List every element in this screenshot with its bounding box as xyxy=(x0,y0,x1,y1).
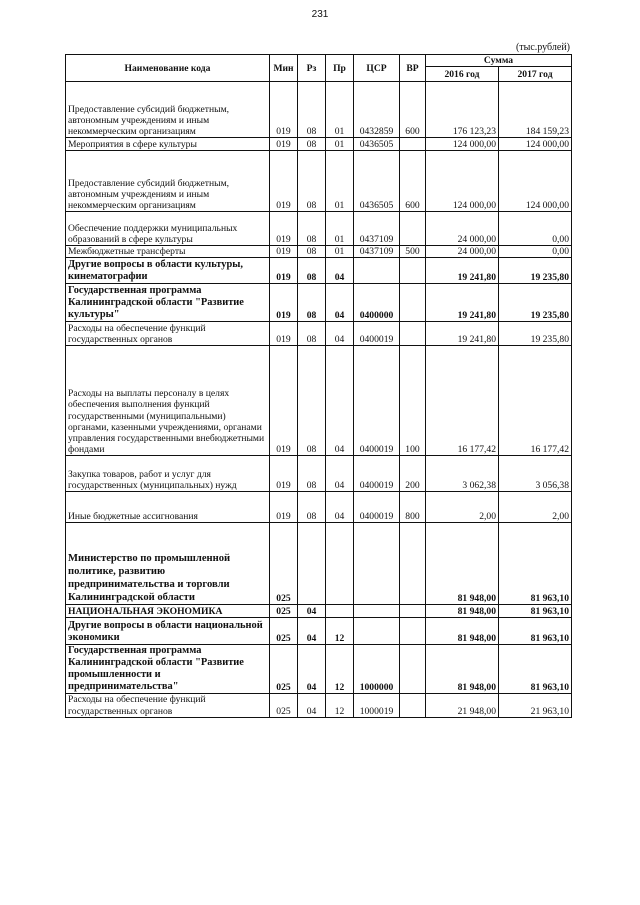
row-pr: 04 xyxy=(326,322,354,346)
row-name: Иные бюджетные ассигнования xyxy=(66,492,270,523)
row-name: Межбюджетные трансферты xyxy=(66,246,270,258)
budget-table xyxy=(65,54,572,718)
row-csr: 0436505 xyxy=(354,138,400,151)
row-name: Расходы на выплаты персоналу в целях обеспечения выполнения функций государственными (муниципальными) органами, казенными учреждениями, органами управления государственными внебюджетными фондами xyxy=(66,346,270,456)
row-name: Мероприятия в сфере культуры xyxy=(66,138,270,151)
table-row xyxy=(66,492,572,523)
row-name: Государственная программа Калининградской области "Развитие культуры" xyxy=(66,284,270,322)
row-min: 025 xyxy=(270,523,298,605)
row-pr: 12 xyxy=(326,645,354,694)
table-row xyxy=(66,523,572,605)
row-min: 019 xyxy=(270,212,298,246)
row-csr: 0432859 xyxy=(354,82,400,138)
units-label: (тыс.рублей) xyxy=(515,42,570,53)
row-min: 019 xyxy=(270,138,298,151)
row-value-2017: 81 963,10 xyxy=(499,645,572,694)
row-min: 019 xyxy=(270,456,298,492)
table-row xyxy=(66,138,572,151)
row-rz: 04 xyxy=(298,605,326,618)
row-pr: 01 xyxy=(326,212,354,246)
row-value-2017: 3 056,38 xyxy=(499,456,572,492)
row-rz: 04 xyxy=(298,694,326,717)
row-pr: 01 xyxy=(326,82,354,138)
table-header xyxy=(66,55,572,82)
page-number: 231 xyxy=(311,9,329,20)
row-name: НАЦИОНАЛЬНАЯ ЭКОНОМИКА xyxy=(66,605,270,618)
table-row xyxy=(66,456,572,492)
row-value-2016: 81 948,00 xyxy=(426,645,499,694)
row-vr xyxy=(400,322,426,346)
row-name: Предоставление субсидий бюджетным, автономным учреждениям и иным некоммерческим организациям xyxy=(66,151,270,212)
row-csr: 0436505 xyxy=(354,151,400,212)
row-vr xyxy=(400,694,426,717)
table-row xyxy=(66,645,572,694)
row-pr: 04 xyxy=(326,284,354,322)
row-value-2016: 19 241,80 xyxy=(426,284,499,322)
row-min: 025 xyxy=(270,694,298,717)
table-row xyxy=(66,694,572,717)
table-row xyxy=(66,618,572,645)
row-name: Министерство по промышленной политике, развитию предпринимательства и торговли Калининградской области xyxy=(66,523,270,605)
row-value-2017: 0,00 xyxy=(499,212,572,246)
row-min: 019 xyxy=(270,284,298,322)
header-vr: ВР xyxy=(400,55,426,82)
row-vr: 500 xyxy=(400,246,426,258)
table-row xyxy=(66,605,572,618)
row-value-2017: 21 963,10 xyxy=(499,694,572,717)
row-value-2017: 184 159,23 xyxy=(499,82,572,138)
row-value-2017: 19 235,80 xyxy=(499,284,572,322)
table-row xyxy=(66,151,572,212)
row-vr: 600 xyxy=(400,82,426,138)
row-value-2017: 124 000,00 xyxy=(499,138,572,151)
table-row xyxy=(66,258,572,284)
header-name: Наименование кода xyxy=(66,55,270,82)
header-pr: Пр xyxy=(326,55,354,82)
header-rz: Рз xyxy=(298,55,326,82)
row-name: Расходы на обеспечение функций государственных органов xyxy=(66,694,270,717)
row-rz: 08 xyxy=(298,212,326,246)
row-value-2016: 19 241,80 xyxy=(426,322,499,346)
row-value-2017: 0,00 xyxy=(499,246,572,258)
row-pr: 01 xyxy=(326,138,354,151)
row-value-2016: 3 062,38 xyxy=(426,456,499,492)
table-row xyxy=(66,284,572,322)
row-min: 019 xyxy=(270,492,298,523)
row-csr: 1000019 xyxy=(354,694,400,717)
row-pr xyxy=(326,523,354,605)
row-name: Другие вопросы в области культуры, кинематографии xyxy=(66,258,270,284)
row-name: Обеспечение поддержки муниципальных образований в сфере культуры xyxy=(66,212,270,246)
row-csr: 0437109 xyxy=(354,212,400,246)
row-csr: 0437109 xyxy=(354,246,400,258)
row-vr: 600 xyxy=(400,151,426,212)
row-vr xyxy=(400,618,426,645)
row-min: 025 xyxy=(270,645,298,694)
row-rz: 08 xyxy=(298,492,326,523)
row-name: Государственная программа Калининградской области "Развитие промышленности и предпринимательства" xyxy=(66,645,270,694)
row-value-2016: 81 948,00 xyxy=(426,618,499,645)
row-value-2016: 124 000,00 xyxy=(426,138,499,151)
row-vr xyxy=(400,138,426,151)
row-min: 019 xyxy=(270,151,298,212)
row-pr: 01 xyxy=(326,151,354,212)
row-min: 019 xyxy=(270,82,298,138)
row-min: 019 xyxy=(270,258,298,284)
row-value-2017: 19 235,80 xyxy=(499,258,572,284)
row-value-2017: 81 963,10 xyxy=(499,618,572,645)
row-value-2016: 176 123,23 xyxy=(426,82,499,138)
row-csr: 0400019 xyxy=(354,492,400,523)
row-value-2016: 19 241,80 xyxy=(426,258,499,284)
row-csr xyxy=(354,258,400,284)
row-value-2017: 81 963,10 xyxy=(499,605,572,618)
row-pr: 12 xyxy=(326,618,354,645)
row-name: Предоставление субсидий бюджетным, автономным учреждениям и иным некоммерческим организациям xyxy=(66,82,270,138)
row-rz: 08 xyxy=(298,246,326,258)
header-2016: 2016 год xyxy=(426,67,499,82)
row-name: Закупка товаров, работ и услуг для государственных (муниципальных) нужд xyxy=(66,456,270,492)
table-row xyxy=(66,82,572,138)
row-rz: 08 xyxy=(298,346,326,456)
row-vr xyxy=(400,523,426,605)
row-csr: 0400019 xyxy=(354,346,400,456)
row-vr xyxy=(400,258,426,284)
row-vr xyxy=(400,605,426,618)
row-csr: 0400019 xyxy=(354,456,400,492)
row-value-2016: 16 177,42 xyxy=(426,346,499,456)
row-value-2016: 81 948,00 xyxy=(426,523,499,605)
row-vr xyxy=(400,645,426,694)
row-rz: 08 xyxy=(298,284,326,322)
row-pr: 04 xyxy=(326,346,354,456)
row-csr xyxy=(354,605,400,618)
row-min: 025 xyxy=(270,618,298,645)
row-csr: 0400000 xyxy=(354,284,400,322)
row-value-2016: 24 000,00 xyxy=(426,246,499,258)
row-value-2016: 124 000,00 xyxy=(426,151,499,212)
row-pr: 04 xyxy=(326,258,354,284)
row-rz: 04 xyxy=(298,618,326,645)
row-value-2017: 19 235,80 xyxy=(499,322,572,346)
row-rz: 08 xyxy=(298,138,326,151)
row-value-2017: 16 177,42 xyxy=(499,346,572,456)
row-csr xyxy=(354,523,400,605)
row-rz: 08 xyxy=(298,322,326,346)
row-name: Расходы на обеспечение функций государственных органов xyxy=(66,322,270,346)
row-rz: 04 xyxy=(298,645,326,694)
header-2017: 2017 год xyxy=(499,67,572,82)
row-min: 025 xyxy=(270,605,298,618)
header-csr: ЦСР xyxy=(354,55,400,82)
row-value-2016: 2,00 xyxy=(426,492,499,523)
row-value-2017: 124 000,00 xyxy=(499,151,572,212)
row-csr: 0400019 xyxy=(354,322,400,346)
table-row xyxy=(66,346,572,456)
row-rz: 08 xyxy=(298,82,326,138)
row-csr xyxy=(354,618,400,645)
row-min: 019 xyxy=(270,322,298,346)
row-pr: 01 xyxy=(326,246,354,258)
row-pr: 04 xyxy=(326,456,354,492)
row-vr: 200 xyxy=(400,456,426,492)
table-body xyxy=(66,82,572,718)
row-rz: 08 xyxy=(298,151,326,212)
row-pr: 04 xyxy=(326,492,354,523)
row-value-2016: 81 948,00 xyxy=(426,605,499,618)
row-min: 019 xyxy=(270,346,298,456)
row-rz xyxy=(298,523,326,605)
row-rz: 08 xyxy=(298,456,326,492)
row-min: 019 xyxy=(270,246,298,258)
table-row xyxy=(66,212,572,246)
row-vr xyxy=(400,212,426,246)
row-value-2017: 2,00 xyxy=(499,492,572,523)
row-vr: 800 xyxy=(400,492,426,523)
row-vr: 100 xyxy=(400,346,426,456)
row-value-2016: 24 000,00 xyxy=(426,212,499,246)
row-vr xyxy=(400,284,426,322)
row-pr xyxy=(326,605,354,618)
row-value-2016: 21 948,00 xyxy=(426,694,499,717)
header-sum: Сумма xyxy=(426,55,572,67)
row-name: Другие вопросы в области национальной экономики xyxy=(66,618,270,645)
header-min: Мин xyxy=(270,55,298,82)
row-pr: 12 xyxy=(326,694,354,717)
row-rz: 08 xyxy=(298,258,326,284)
row-csr: 1000000 xyxy=(354,645,400,694)
table-row xyxy=(66,322,572,346)
table-row xyxy=(66,246,572,258)
row-value-2017: 81 963,10 xyxy=(499,523,572,605)
